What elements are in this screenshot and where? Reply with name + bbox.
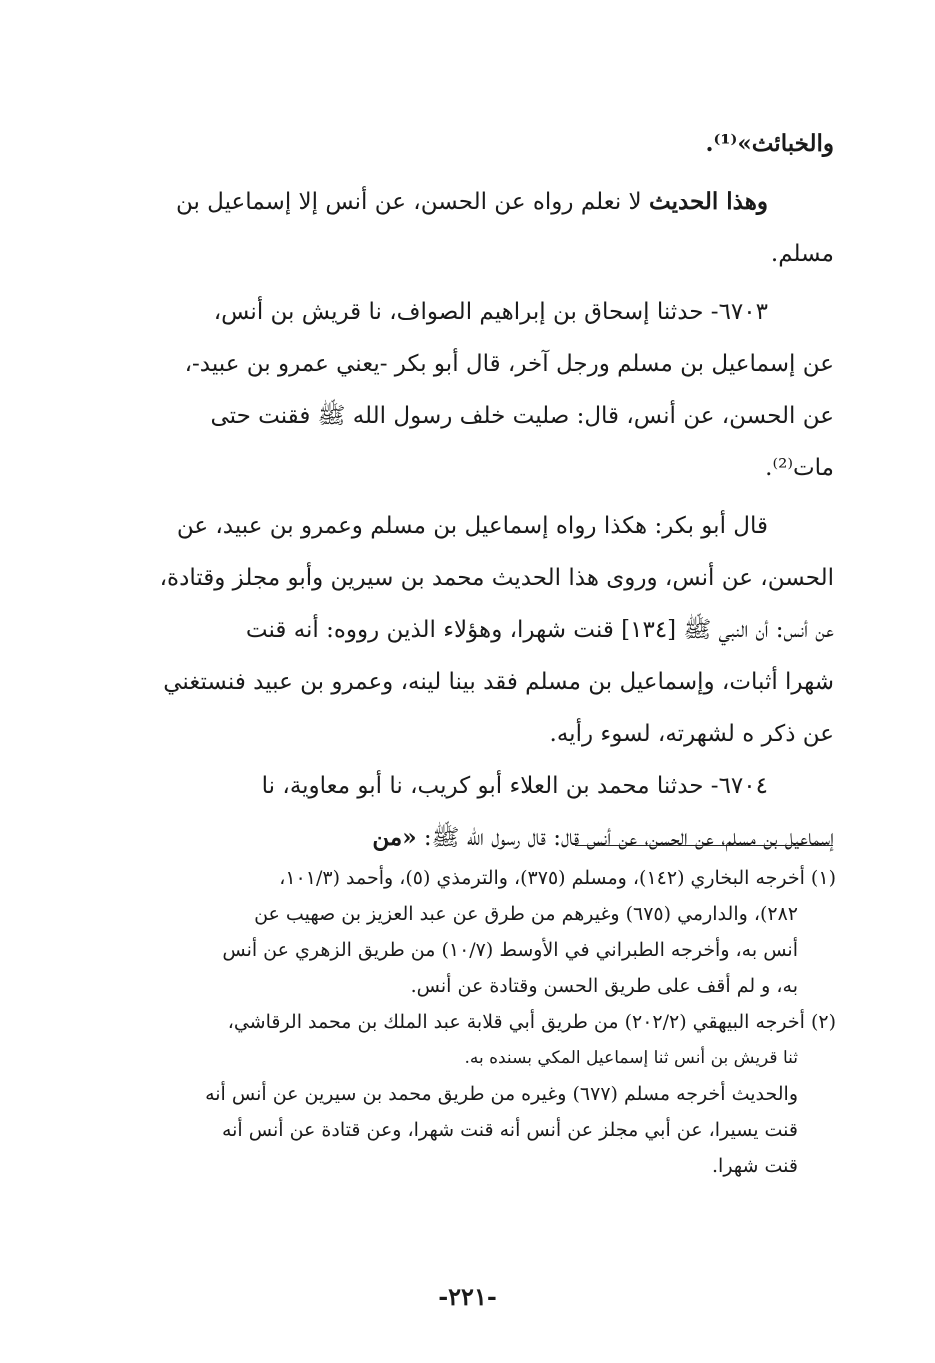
text-line: الحسن، عن أنس، وروى هذا الحديث محمد بن سيرين وأبو مجلز وقتادة، <box>159 565 834 591</box>
text-line <box>122 812 834 864</box>
footnote-line: أنس به، وأخرجه الطبراني في الأوسط (١٠/٧) من طريق الزهري عن أنس <box>222 939 798 961</box>
text-line: عن ذكر ه لشهرته، لسوء رأيه. <box>549 721 834 747</box>
footnote-line: والحديث أخرجه مسلم (٦٧٧) وغيره من طريق محمد بن سيرين عن أنس أنه <box>205 1083 798 1105</box>
text-line: عن الحسن، عن أنس، قال: صليت خلف رسول الله ﷺ فقنت حتى <box>210 403 834 429</box>
footnote-1-line: (١) أخرجه البخاري (١٤٢)، ومسلم (٣٧٥)، والترمذي (٥)، وأحمد (١٠١/٣، <box>279 867 836 889</box>
footnote-line: ثنا قريش بن أنس ثنا إسماعيل المكي بسنده به. <box>464 1048 798 1068</box>
hadith-6703-line: ٦٧٠٣- حدثنا إسحاق بن إبراهيم الصواف، نا قريش بن أنس، <box>213 299 768 325</box>
footnote-separator <box>575 845 833 846</box>
page-number: -٢٢١- <box>438 1282 497 1311</box>
hadith-6704-line: ٦٧٠٤- حدثنا محمد بن العلاء أبو كريب، نا أبو معاوية، نا <box>261 773 768 799</box>
bold-quote-start: «من <box>372 824 417 851</box>
footnote-line: ٢٨٢)، والدارمي (٦٧٥) وغيرهم من طرق عن عبد العزيز بن صهيب عن <box>254 903 798 925</box>
footnote-line: به، و لم أقف على طريق الحسن وقتادة عن أنس. <box>410 975 798 997</box>
text-line <box>122 118 834 170</box>
footnote-line: قنت شهرا. <box>712 1155 798 1177</box>
text-line: عن أنس: أن النبي ﷺ [١٣٤] قنت شهرا، وهؤلاء الذين رووه: أنه قنت <box>245 617 834 643</box>
text-run: لا نعلم رواه عن الحسن، عن أنس إلا إسماعيل بن <box>175 189 649 215</box>
text-line: شهرا أثبات، وإسماعيل بن مسلم فقد بينا لينه، وعمرو بن عبيد فنستغني <box>163 669 834 695</box>
footnote-2-line: (٢) أخرجه البيهقي (٢٠٢/٢) من طريق أبي قلابة عبد الملك بن محمد الرقاشي، <box>227 1011 836 1033</box>
text-line: عن إسماعيل بن مسلم ورجل آخر، قال أبو بكر -يعني عمرو بن عبيد-، <box>184 351 834 377</box>
text-line: مات⁽²⁾. <box>765 455 834 481</box>
text-run: إسماعيل بن مسلم، عن الحسن، عن أنس قال: قال رسول الله ﷺ: <box>416 825 834 851</box>
footnote-line: قنت يسيرا، عن أبي مجلز عن أنس أنه قنت شهرا، وعن قتادة عن أنس أنه <box>221 1119 798 1141</box>
bold-lead: وهذا الحديث <box>648 188 768 215</box>
quote-ending: والخبائث»⁽¹⁾. <box>705 130 834 157</box>
text-line: قال أبو بكر: هكذا رواه إسماعيل بن مسلم وعمرو بن عبيد، عن <box>176 513 768 539</box>
text-line <box>122 176 834 228</box>
text-line: مسلم. <box>770 241 834 267</box>
footnotes <box>122 860 836 1184</box>
main-text <box>122 118 834 864</box>
